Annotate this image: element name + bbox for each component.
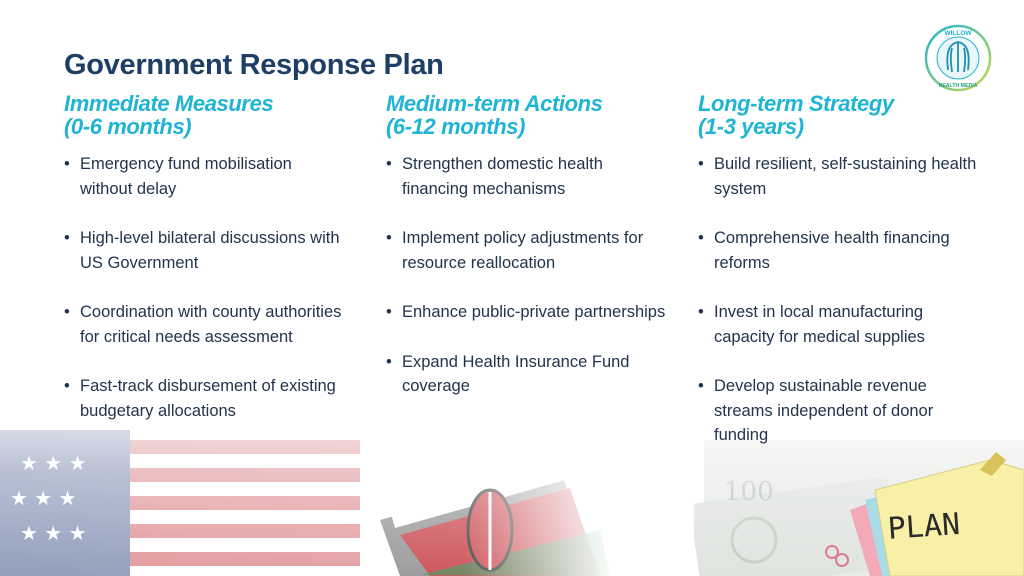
list-item: • Comprehensive health financing reforms [698,226,978,275]
willow-health-media-logo [924,24,992,92]
bullet-icon: • [386,303,392,321]
list-item: • High-level bilateral discussions with US Government [64,226,344,275]
list-item: • Coordination with county authorities for critical needs assessment [64,300,344,349]
heading-title: Long-term Strategy [698,91,894,116]
bullet-icon: • [698,155,704,173]
list-item: • Build resilient, self-sustaining health system [698,152,978,201]
plan-notes-illustration [820,440,1024,576]
bullet-icon: • [386,352,392,371]
column-heading [698,92,978,138]
bullet-icon: • [64,303,70,321]
bullet-icon: • [64,377,70,395]
bullet-list [698,152,978,448]
list-item: • Strengthen domestic health financing mechanisms [386,152,666,201]
column-immediate-measures [64,92,344,448]
heading-title: Medium-term Actions [386,91,603,116]
heading-timeframe: (0-6 months) [64,114,192,139]
column-heading [64,92,344,138]
svg-text:WILLOW: WILLOW [944,30,972,37]
list-item: • Expand Health Insurance Fund coverage [386,350,666,399]
svg-text:HEALTH MEDIA: HEALTH MEDIA [938,83,978,89]
bullet-icon: • [698,303,704,321]
heading-timeframe: (6-12 months) [386,114,526,139]
list-item: • Fast-track disbursement of existing budgetary allocations [64,374,344,423]
list-item: • Enhance public-private partnerships [386,300,666,325]
heading-timeframe: (1-3 years) [698,114,804,139]
list-item: • Emergency fund mobilisation without delay [64,152,344,201]
bullet-icon: • [386,229,392,247]
bullet-icon: • [698,229,704,247]
list-item: • Implement policy adjustments for resource reallocation [386,226,666,275]
bullet-icon: • [386,155,392,173]
column-medium-term-actions [386,92,666,424]
bullet-list [64,152,344,423]
page-title: Government Response Plan [64,49,444,82]
bullet-icon: • [64,229,70,247]
heading-title: Immediate Measures [64,91,274,116]
bullet-icon: • [64,155,70,173]
list-item: • Invest in local manufacturing capacity for medical supplies [698,300,978,349]
plan-note-text: PLAN [886,506,962,547]
column-heading [386,92,666,138]
column-long-term-strategy [698,92,978,473]
list-item: • Develop sustainable revenue streams independent of donor funding [698,374,978,448]
bullet-icon: • [698,377,704,395]
bullet-list [386,152,666,399]
